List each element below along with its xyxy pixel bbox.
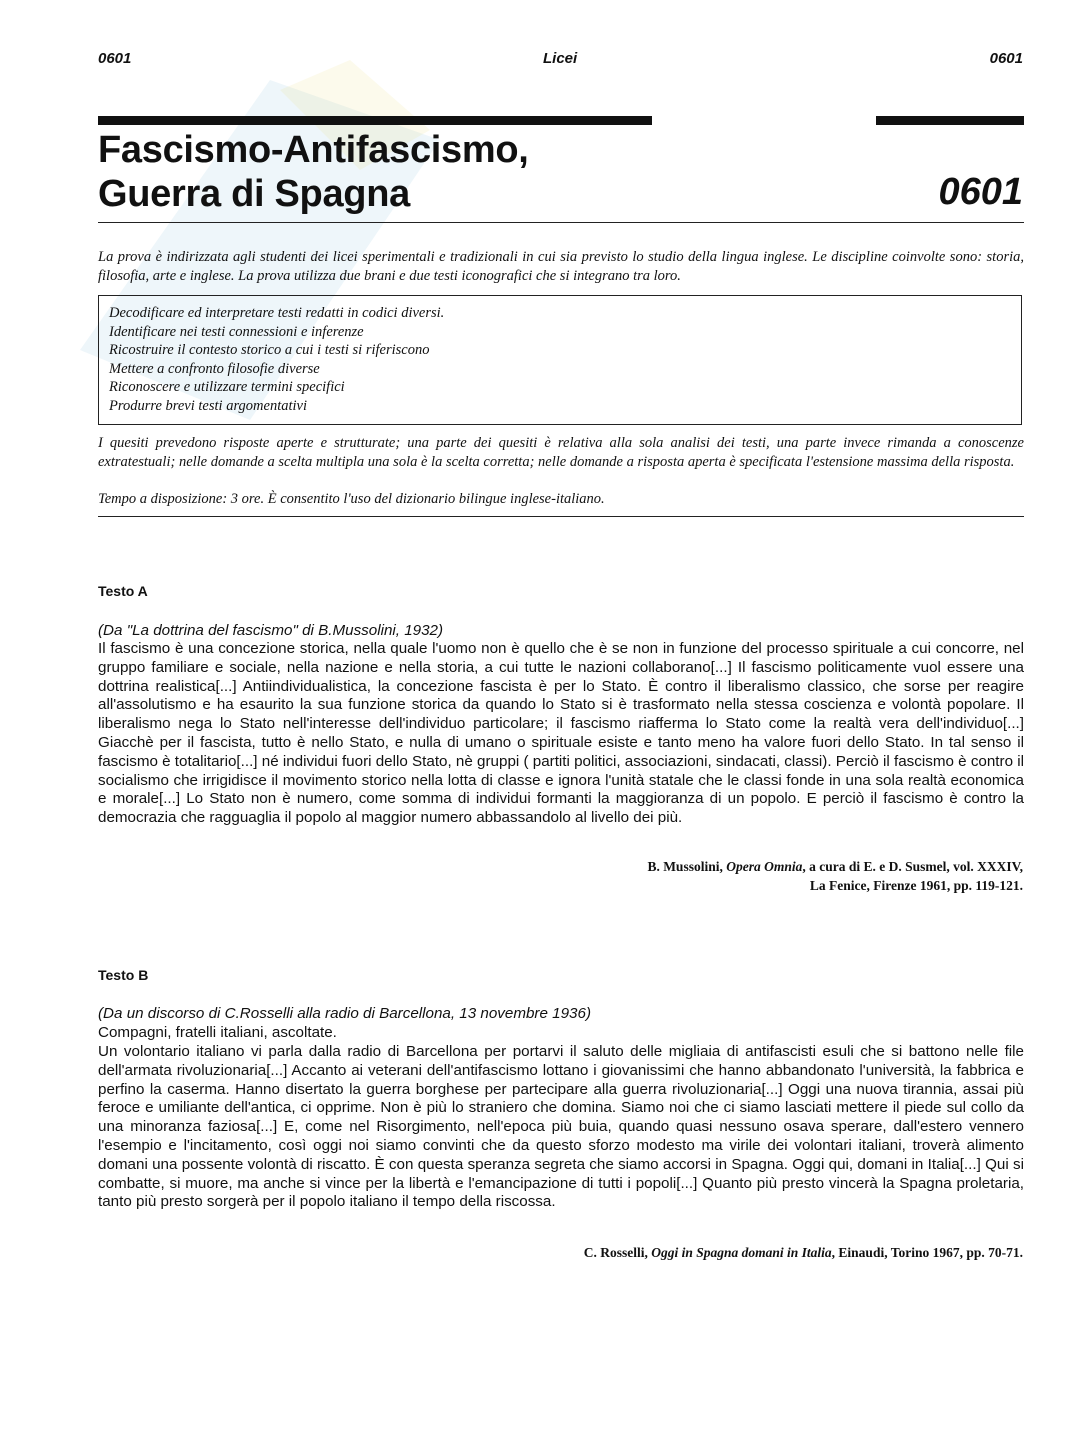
title-rule: [98, 222, 1024, 223]
page-title: [98, 128, 529, 216]
testo-a-body: Il fascismo è una concezione storica, nella quale l'uomo non è quello che è se non in funzione del processo spirituale a cui concorre, nel gruppo familiare e sociale, nella nazione e nella storia, a cui tutte le nazioni collaborano[...] Il fascismo politicamente vuol essere una dottrina realistica[...] Antiindividualistica, la concezione fascista è per lo Stato. È contro il liberalismo classico, che sorse per reagire all'assolutismo e ha esaurito la sua funzione storica da quando lo Stato si è trasformato nella stessa coscienza e volontà popolare. Il liberalismo nega lo Stato nell'interesse dell'individuo particolare; il fascismo riafferma lo Stato come la realtà vera dell'individuo[...] Giacchè per il fascista, tutto è nello Stato, e nulla di umano o spirituale esiste e tanto meno ha valore fuori dello Stato. In tal senso il fascismo è totalitario[...] né individui fuori dello Stato, nè gruppi ( partiti politici, associazioni, sindacati, classi). Perciò il fascismo è contro il socialismo che irrigidisce il movimento storico nella lotta di classe e ignora l'unità statale che le classi fonde in una sola realtà economica e morale[...] Lo Stato non è numero, come somma di individui formanti la maggioranza di un popolo. E perciò il fascismo è contro la democrazia che ragguaglia il popolo al maggior numero abbassandolo al livello dei più.: [98, 640, 1024, 827]
time-note: Tempo a disposizione: 3 ore. È consentito l'uso del dizionario bilingue inglese-italiano.: [98, 491, 605, 507]
testo-b-body: Un volontario italiano vi parla dalla radio di Barcellona per portarvi il saluto delle migliaia di antifascisti esuli che si battono nelle file dell'armata rivoluzionaria[...] Accanto ai veterani dell'antifascismo lottano i giovanissimi che hanno abbandonato l'università, la fabbrica e perfino la caserma. Hanno disertato la guerra borghese per partecipare alla guerra rivoluzionaria[...] Oggi una nuova tirannia, assai più feroce e umiliante dell'antica, ci opprime. Non è più lo straniero che domina. Siamo noi che ci siamo lasciati mettere il piede sul collo da una minoranza faziosa[...] E, come nel Risorgimento, nell'epoca più buia, quando quasi nessuno osava sperare, dall'estero vennero l'esempio e l'incitamento, così oggi noi siamo convinti che da questo sforzo modesto ma virile dei volontari italiani, troverà alimento domani una possente volontà di riscatto. È con questa speranza segreta che siamo accorsi in Spagna. Oggi qui, domani in Italia[...] Qui si combatte, si muore, ma anche si vince per la libertà e l'emancipazione di tutti i popoli[...] Quanto più presto vincerà la Spagna proletaria, tanto più presto sorgerà per il popolo italiano il tempo della riscossa.: [98, 1043, 1024, 1211]
testo-b-cite-author: C. Rosselli,: [583, 1245, 648, 1260]
title-code: 0601: [938, 171, 1023, 213]
header-left-code: 0601: [98, 50, 132, 67]
objective-item: Identificare nei testi connessioni e inferenze: [109, 323, 364, 340]
testo-a-cite-work: Opera Omnia: [726, 859, 803, 874]
testo-b-cite-rest: , Einaudi, Torino 1967, pp. 70-71.: [831, 1245, 1023, 1260]
instructions-text: I quesiti prevedono risposte aperte e strutturate; una parte dei quesiti è relativa alla sola analisi dei testi, una parte invece rimanda a conoscenze extratestuali; nelle domande a scelta multipla una sola è la scelta corretta; nelle domande a risposta aperta è specificata l'estensione massima della risposta.: [98, 435, 1024, 470]
testo-a-heading: Testo A: [98, 583, 148, 599]
testo-b-cite-work: Oggi in Spagna domani in Italia: [651, 1245, 832, 1260]
objective-item: Riconoscere e utilizzare termini specifici: [109, 379, 345, 395]
objective-item: Mettere a confronto filosofie diverse: [109, 360, 320, 377]
title-line-2: Guerra di Spagna: [98, 173, 410, 215]
testo-a-cite-line2: La Fenice, Firenze 1961, pp. 119-121.: [809, 878, 1023, 893]
header-right-code: 0601: [989, 50, 1023, 67]
testo-a-cite-rest: , a cura di E. e D. Susmel, vol. XXXIV,: [802, 859, 1023, 874]
intro-text: La prova è indirizzata agli studenti dei licei sperimentali e tradizionali in cui sia previsto lo studio della lingua inglese. Le discipline coinvolte sono: storia, filosofia, arte e inglese. La prova utilizza due brani e due testi iconografici che si integrano tra loro.: [98, 249, 1024, 284]
instructions-rule: [98, 516, 1024, 517]
testo-a-citation: [647, 857, 1023, 895]
title-bar-right: [876, 116, 1024, 125]
testo-b-source: (Da un discorso di C.Rosselli alla radio di Barcellona, 13 novembre 1936): [98, 1005, 592, 1022]
title-line-1: Fascismo-Antifascismo,: [98, 129, 529, 171]
testo-a-source: (Da "La dottrina del fascismo" di B.Mussolini, 1932): [98, 622, 444, 639]
header-center-label: Licei: [543, 50, 578, 67]
objective-item: Ricostruire il contesto storico a cui i testi si riferiscono: [109, 342, 430, 358]
title-bar-left: [98, 116, 652, 125]
objective-item: Produrre brevi testi argomentativi: [109, 397, 308, 414]
testo-b-greeting: Compagni, fratelli italiani, ascoltate.: [98, 1024, 337, 1041]
testo-a-cite-author: B. Mussolini,: [647, 859, 723, 874]
objectives-box: [98, 295, 1022, 425]
testo-b-heading: Testo B: [98, 967, 149, 983]
objective-item: Decodificare ed interpretare testi redatti in codici diversi.: [109, 305, 445, 321]
testo-b-citation: [584, 1243, 1023, 1262]
